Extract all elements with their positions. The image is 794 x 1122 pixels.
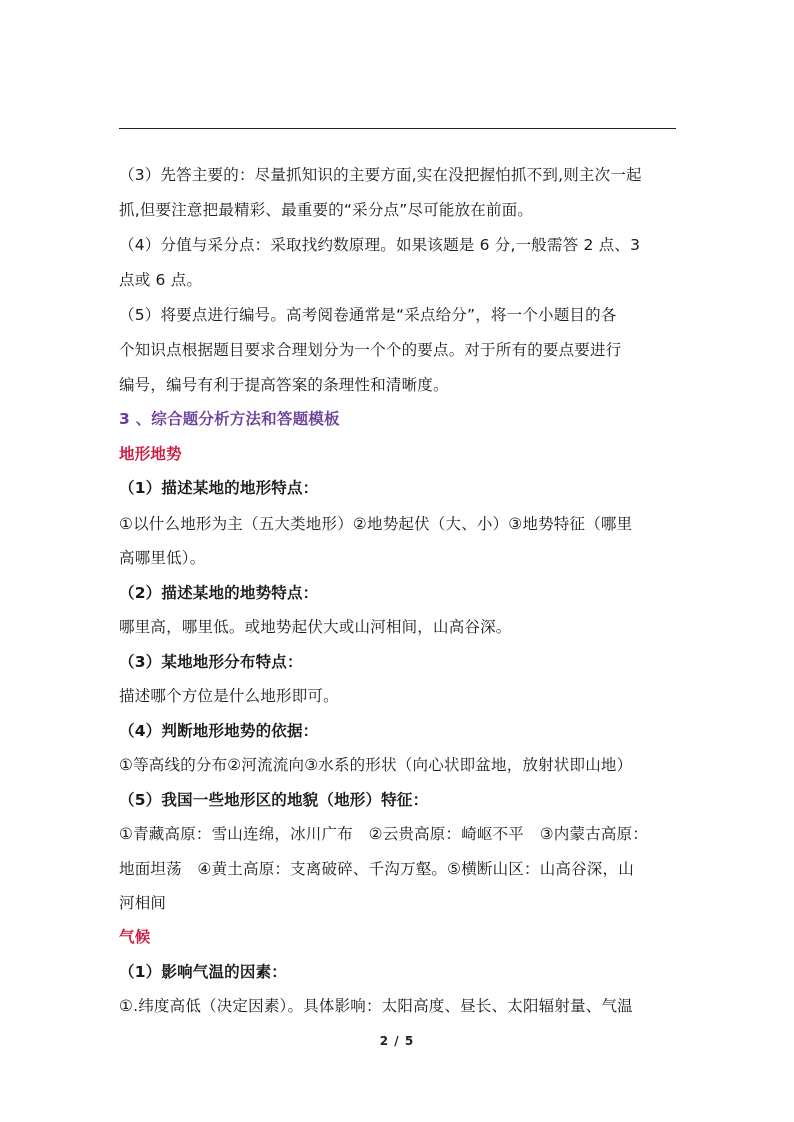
- terrain-basis-line: ①等高线的分布②河流流向③水系的形状（向心状即盆地，放射状即山地）: [119, 756, 633, 774]
- topic-heading-terrain: 地形地势: [119, 445, 182, 463]
- terrain-features-line-2: 高哪里低）。: [119, 549, 206, 567]
- terrain-features-line-1: ①以什么地形为主（五大类地形）②地势起伏（大、小）③地势特征（哪里: [119, 515, 633, 533]
- subheading-terrain-features: （1）描述某地的地形特点：: [119, 479, 319, 497]
- paragraph-5-line-1: （5）将要点进行编号。高考阅卷通常是“采点给分”，将一个小题目的各: [119, 306, 617, 324]
- temperature-factors-line: ①.纬度高低（决定因素）。具体影响：太阳高度、昼长、太阳辐射量、气温: [119, 997, 633, 1015]
- landform-regions-line-3: 河相间: [119, 894, 167, 912]
- subheading-terrain-distribution: （3）某地地形分布特点：: [119, 653, 303, 671]
- header-rule: [119, 128, 676, 129]
- paragraph-3-line-1: （3）先答主要的：尽量抓知识的主要方面,实在没把握怕抓不到,则主次一起: [119, 166, 642, 184]
- page-number: 2 / 5: [379, 1034, 415, 1048]
- relief-features-line: 哪里高，哪里低。或地势起伏大或山河相间，山高谷深。: [119, 618, 512, 636]
- section-heading: 3 、综合题分析方法和答题模板: [119, 410, 340, 428]
- paragraph-4-line-2: 点或 6 点。: [119, 271, 203, 289]
- subheading-temperature-factors: （1）影响气温的因素：: [119, 963, 287, 981]
- terrain-distribution-line: 描述哪个方位是什么地形即可。: [119, 687, 339, 705]
- landform-regions-line-1: ①青藏高原：雪山连绵，冰川广布 ②云贵高原：崎岖不平 ③内蒙古高原：: [119, 825, 648, 843]
- paragraph-4-line-1: （4）分值与采分点：采取找约数原理。如果该题是 6 分,一般需答 2 点、3: [119, 236, 641, 254]
- paragraph-5-line-3: 编号，编号有利于提高答案的条理性和清晰度。: [119, 376, 449, 394]
- subheading-relief-features: （2）描述某地的地势特点：: [119, 584, 319, 602]
- subheading-terrain-basis: （4）判断地形地势的依据：: [119, 722, 319, 740]
- subheading-landform-regions: （5）我国一些地形区的地貌（地形）特征：: [119, 791, 429, 809]
- topic-heading-climate: 气候: [119, 928, 151, 946]
- paragraph-5-line-2: 个知识点根据题目要求合理划分为一个个的要点。对于所有的要点要进行: [119, 341, 622, 359]
- landform-regions-line-2: 地面坦荡 ④黄土高原：支离破碎、千沟万壑。⑤横断山区：山高谷深，山: [119, 860, 634, 878]
- paragraph-3-line-2: 抓,但要注意把最精彩、最重要的“采分点”尽可能放在前面。: [119, 201, 534, 219]
